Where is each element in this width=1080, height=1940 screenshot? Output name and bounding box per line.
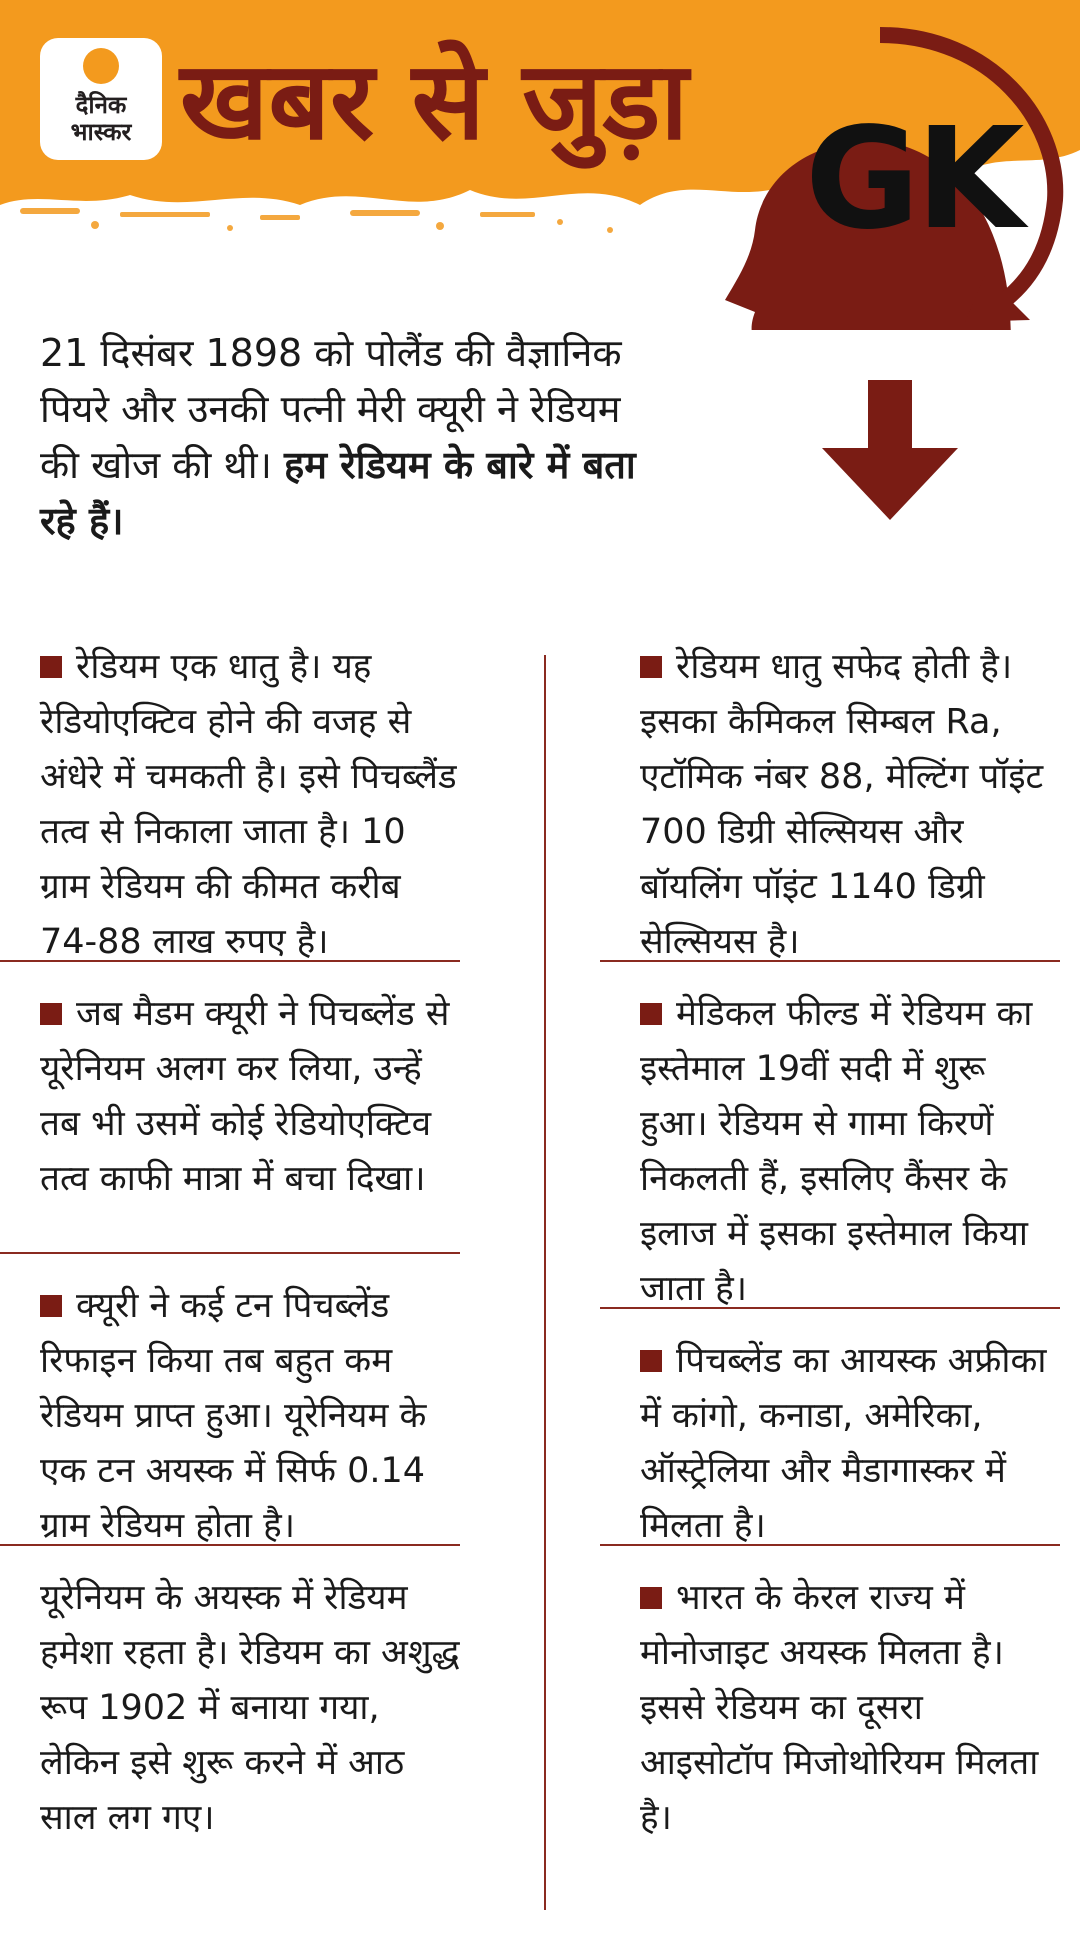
fact-card: [600, 640, 1060, 960]
fact-card: [0, 1571, 460, 1851]
row-divider: [0, 1252, 460, 1254]
logo-line2: भास्कर: [70, 118, 132, 146]
fact-text: पिचब्लेंड का आयस्क अफ्रीका में कांगो, कनाडा, अमेरिका, ऑस्ट्रेलिया और मैडागास्कर में मिलता है।: [640, 1341, 1047, 1546]
fact-text: रेडियम एक धातु है। यह रेडियोएक्टिव होने की वजह से अंधेरे में चमकती है। इसे पिचब्लैंड तत्व से निकाला जाता है। 10 ग्राम रेडियम की कीमत करीब 74-88 लाख रुपए है।: [40, 647, 457, 962]
fact-card: [600, 1571, 1060, 1851]
bullet-square-icon: [640, 1003, 662, 1025]
header-banner: [0, 0, 1080, 330]
dainik-bhaskar-logo: [40, 38, 162, 160]
fact-card: [600, 987, 1060, 1307]
fact-text: क्यूरी ने कई टन पिचब्लेंड रिफाइन किया तब बहुत कम रेडियम प्राप्त हुआ। यूरेनियम के एक टन अयस्क में सिर्फ 0.14 ग्राम रेडियम होता है।: [40, 1286, 427, 1546]
fact-card: [0, 1279, 460, 1544]
bullet-square-icon: [40, 656, 62, 678]
intro-paragraph: [40, 325, 660, 549]
fact-text: भारत के केरल राज्य में मोनोजाइट अयस्क मिलता है। इससे रेडियम का दूसरा आइसोटॉप मिजोथोरियम मिलता है।: [640, 1578, 1039, 1838]
intro-bold: हम रेडियम के बारे में बता रहे हैं।: [40, 443, 636, 543]
fact-text: यूरेनियम के अयस्क में रेडियम हमेशा रहता है। रेडियम का अशुद्ध रूप 1902 में बनाया गया, लेकिन इसे शुरू करने में आठ साल लग गए।: [40, 1578, 460, 1838]
fact-text: जब मैडम क्यूरी ने पिचब्लेंड से यूरेनियम अलग कर लिया, उन्हें तब भी उसमें कोई रेडियोएक्टिव तत्व काफी मात्रा में बचा दिखा।: [40, 994, 450, 1199]
intro-text: 21 दिसंबर 1898 को पोलैंड की वैज्ञानिक पियरे और उनकी पत्नी मेरी क्यूरी ने रेडियम की खोज की थी।: [40, 331, 622, 487]
gk-badge: GK: [805, 98, 1021, 261]
fact-text: मेडिकल फील्ड में रेडियम का इस्तेमाल 19वीं सदी में शुरू हुआ। रेडियम से गामा किरणें निकलती हैं, इसलिए कैंसर के इलाज में इसका इस्तेमाल किया जाता है।: [640, 994, 1033, 1309]
left-column: [0, 640, 460, 1851]
page-title: खबर से जुड़ा: [180, 39, 689, 164]
fact-card: [600, 1334, 1060, 1544]
bullet-square-icon: [40, 1003, 62, 1025]
fact-text: रेडियम धातु सफेद होती है। इसका कैमिकल सिम्बल Ra, एटॉमिक नंबर 88, मेल्टिंग पॉइंट 700 डिग्री सेल्सियस और बॉयलिंग पॉइंट 1140 डिग्री सेल्सियस है।: [640, 647, 1044, 962]
logo-line1: दैनिक: [75, 91, 127, 119]
bullet-square-icon: [640, 656, 662, 678]
column-divider: [544, 655, 546, 1910]
bullet-square-icon: [640, 1350, 662, 1372]
bullet-square-icon: [640, 1587, 662, 1609]
right-column: [600, 640, 1060, 1851]
sun-icon: [83, 48, 119, 84]
bullet-square-icon: [40, 1295, 62, 1317]
fact-card: [0, 987, 460, 1252]
fact-card: [0, 640, 460, 960]
